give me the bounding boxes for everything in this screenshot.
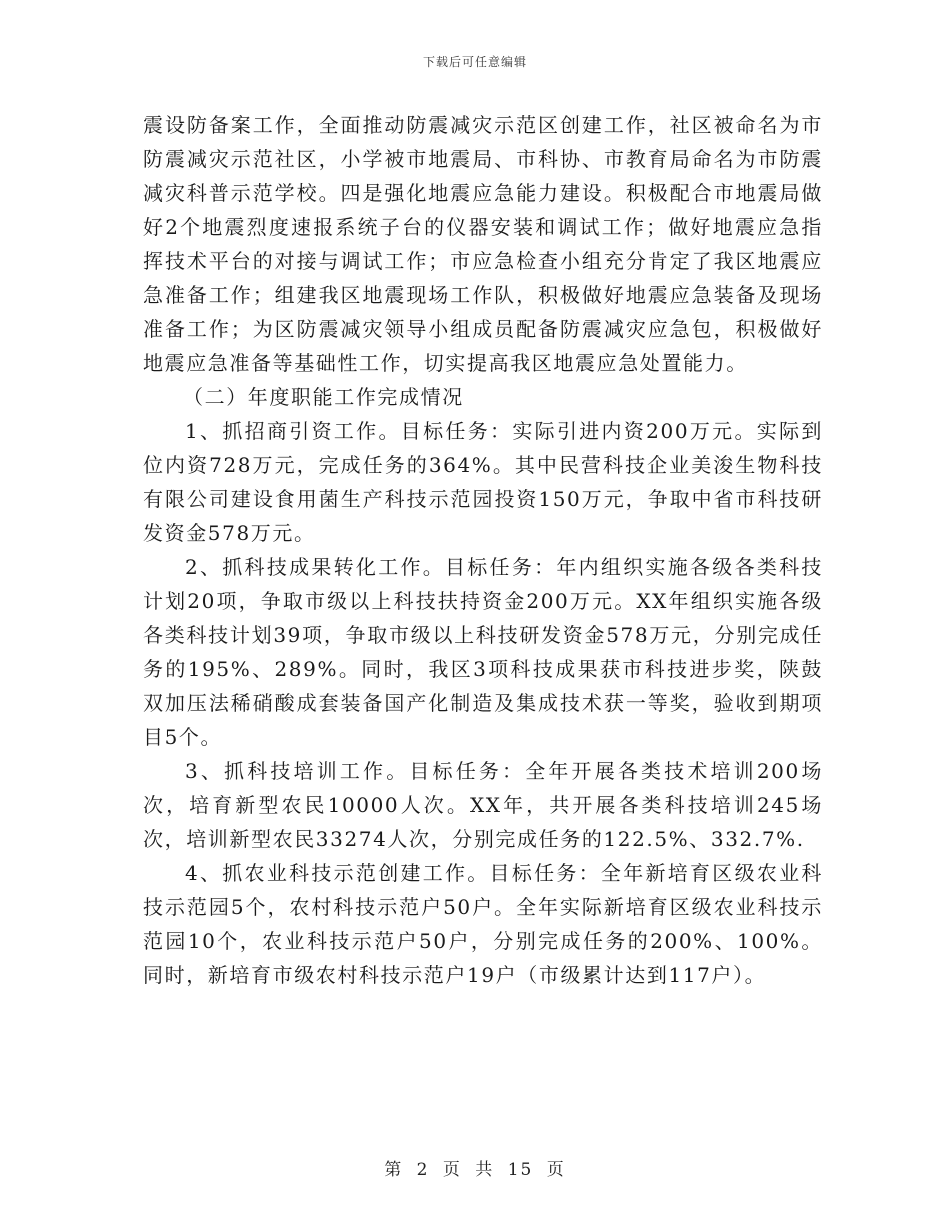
paragraph-continuation: 震设防备案工作，全面推动防震减灾示范区创建工作，社区被命名为市防震减灾示范社区，小学被市地震局、市科协、市教育局命名为市防震减灾科普示范学校。四是强化地震应急能力建设。积极配合市地震局做好2个地震烈度速报系统子台的仪器安装和调试工作；做好地震应急指挥技术平台的对接与调试工作；市应急检查小组充分肯定了我区地震应急准备工作；组建我区地震现场工作队，积极做好地震应急装备及现场准备工作；为区防震减灾领导小组成员配备防震减灾应急包，积极做好地震应急准备等基础性工作，切实提高我区地震应急处置能力。 [143,113,823,375]
paragraph-tech-transfer: 2、抓科技成果转化工作。目标任务：年内组织实施各级各类科技计划20项，争取市级以上科技扶持资金200万元。XX年组织实施各级各类科技计划39项，争取市级以上科技研发资金578万元，分别完成任务的195%、289%。同时，我区3项科技成果获市科技进步奖，陕鼓双加压法稀硝酸成套装备国产化制造及集成技术获一等奖，验收到期项目5个。 [143,555,823,749]
paragraph-training: 3、抓科技培训工作。目标任务：全年开展各类技术培训200场次，培育新型农民10000人次。XX年，共开展各类科技培训245场次，培训新型农民33274人次，分别完成任务的122.5%、332.7%. [143,759,823,851]
document-body [143,108,823,992]
paragraph-investment: 1、抓招商引资工作。目标任务：实际引进内资200万元。实际到位内资728万元，完成任务的364%。其中民营科技企业美浚生物科技有限公司建设食用菌生产科技示范园投资150万元，争取中省市科技研发资金578万元。 [143,419,823,545]
section-heading: （二）年度职能工作完成情况 [183,385,464,409]
paragraph-agri-demo: 4、抓农业科技示范创建工作。目标任务：全年新培育区级农业科技示范园5个，农村科技示范户50户。全年实际新培育区级农业科技示范园10个，农业科技示范户50户，分别完成任务的200%、100%。同时，新培育市级农村科技示范户19户（市级累计达到117户）。 [143,861,823,987]
page-number-footer: 第 2 页 共 15 页 [384,1160,566,1180]
page-header: 下载后可任意编辑 [422,55,527,69]
